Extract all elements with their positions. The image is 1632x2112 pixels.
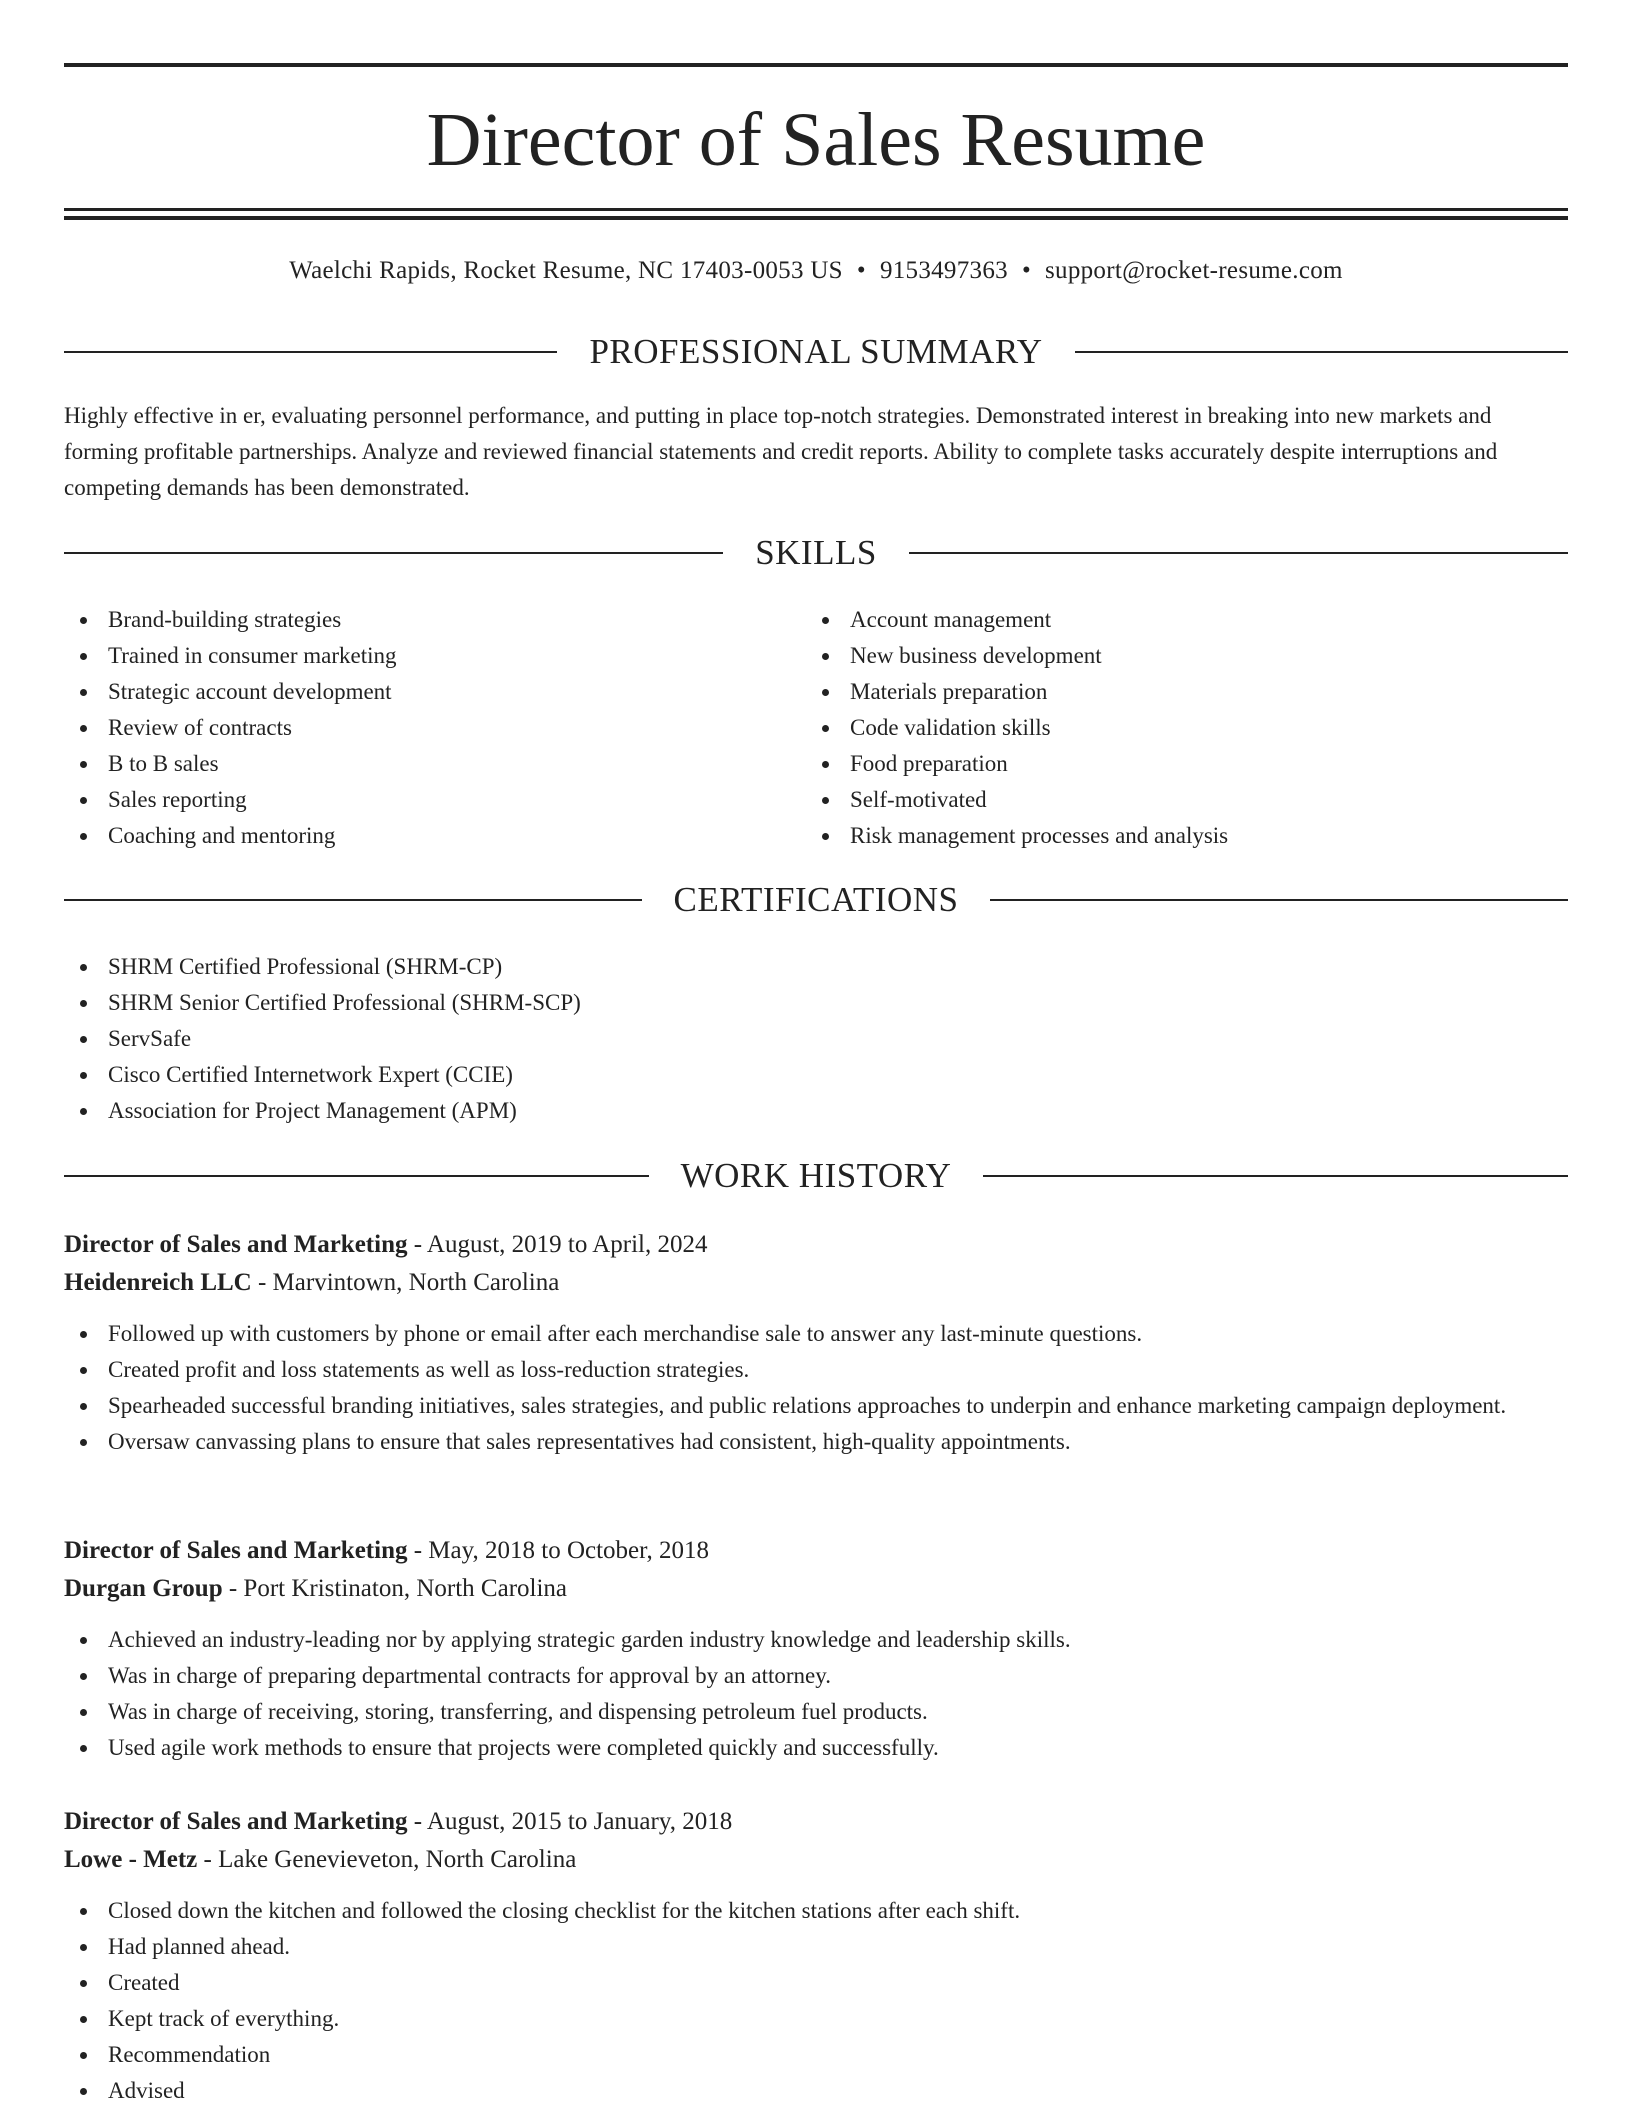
job-title: Director of Sales and Marketing	[64, 1231, 408, 1258]
job-duty: Was in charge of receiving, storing, transferring, and dispensing petroleum fuel products.	[64, 1694, 1568, 1730]
certification-item: Cisco Certified Internetwork Expert (CCIE)	[64, 1057, 1264, 1093]
resume-title: Director of Sales Resume	[426, 98, 1206, 182]
job-duty: Kept track of everything.	[64, 2001, 1568, 2037]
job-entry	[64, 1803, 1568, 2109]
job-duty: Advised	[64, 2073, 1568, 2109]
top-rule	[64, 63, 1568, 67]
heading-rule	[1075, 351, 1568, 353]
section-heading-work-history	[64, 1154, 1568, 1198]
skill-item: Strategic account development	[64, 674, 764, 710]
job-company: Lowe - Metz	[64, 1846, 198, 1873]
job-duty: Followed up with customers by phone or email after each merchandise sale to answer any last-minute questions.	[64, 1316, 1568, 1352]
skill-item: Review of contracts	[64, 710, 764, 746]
job-duty: Closed down the kitchen and followed the closing checklist for the kitchen stations after each shift.	[64, 1893, 1568, 1929]
job-title: Director of Sales and Marketing	[64, 1537, 408, 1564]
job-title-line	[64, 1803, 1568, 1841]
job-dates: - August, 2019 to April, 2024	[407, 1231, 708, 1258]
certification-item: SHRM Certified Professional (SHRM-CP)	[64, 949, 1264, 985]
skill-item: Coaching and mentoring	[64, 818, 764, 854]
section-heading-certifications	[64, 878, 1568, 922]
certifications-list	[64, 949, 1264, 1129]
job-duty: Achieved an industry-leading nor by applying strategic garden industry knowledge and leadership skills.	[64, 1622, 1568, 1658]
job-title-line	[64, 1226, 1568, 1264]
job-duties-list	[64, 1622, 1568, 1766]
job-title: Director of Sales and Marketing	[64, 1808, 408, 1835]
job-duty: Spearheaded successful branding initiatives, sales strategies, and public relations approaches to underpin and enhance marketing campaign deployment.	[64, 1388, 1568, 1424]
section-title: PROFESSIONAL SUMMARY	[589, 332, 1043, 371]
certification-item: ServSafe	[64, 1021, 1264, 1057]
job-duty: Recommendation	[64, 2037, 1568, 2073]
section-title: SKILLS	[755, 533, 877, 572]
job-duty: Oversaw canvassing plans to ensure that sales representatives had consistent, high-quality appointments.	[64, 1424, 1568, 1460]
skill-item: Brand-building strategies	[64, 602, 764, 638]
heading-rule	[64, 351, 557, 353]
job-duty: Used agile work methods to ensure that projects were completed quickly and successfully.	[64, 1730, 1568, 1766]
certification-item: Association for Project Management (APM)	[64, 1093, 1264, 1129]
job-company: Durgan Group	[64, 1575, 223, 1602]
skills-list-right	[806, 602, 1506, 854]
job-duty: Was in charge of preparing departmental contracts for approval by an attorney.	[64, 1658, 1568, 1694]
job-company-line	[64, 1841, 1568, 1879]
skill-item: Code validation skills	[806, 710, 1506, 746]
job-dates: - August, 2015 to January, 2018	[407, 1808, 733, 1835]
skill-item: Trained in consumer marketing	[64, 638, 764, 674]
title-double-rule	[64, 208, 1568, 220]
contact-email: support@rocket-resume.com	[1045, 257, 1343, 284]
job-entry	[64, 1226, 1568, 1460]
section-title: CERTIFICATIONS	[673, 880, 959, 919]
skill-item: B to B sales	[64, 746, 764, 782]
skill-item: Account management	[806, 602, 1506, 638]
heading-rule	[983, 1175, 1568, 1177]
skills-list-left	[64, 602, 764, 854]
job-location: - Port Kristinaton, North Carolina	[222, 1575, 568, 1602]
contact-separator: •	[1021, 257, 1031, 284]
job-duty: Created	[64, 1965, 1568, 2001]
skill-item: Self-motivated	[806, 782, 1506, 818]
job-company-line	[64, 1264, 1568, 1302]
skill-item: New business development	[806, 638, 1506, 674]
job-company: Heidenreich LLC	[64, 1269, 252, 1296]
heading-rule	[64, 899, 642, 901]
skill-item: Materials preparation	[806, 674, 1506, 710]
job-company-line	[64, 1570, 1568, 1608]
job-duties-list	[64, 1893, 1568, 2109]
skill-item: Risk management processes and analysis	[806, 818, 1506, 854]
job-location: - Lake Genevieveton, North Carolina	[197, 1846, 577, 1873]
job-duty: Created profit and loss statements as well as loss-reduction strategies.	[64, 1352, 1568, 1388]
section-heading-summary	[64, 330, 1568, 374]
heading-rule	[64, 1175, 649, 1177]
job-entry	[64, 1532, 1568, 1766]
certification-item: SHRM Senior Certified Professional (SHRM-SCP)	[64, 985, 1264, 1021]
job-dates: - May, 2018 to October, 2018	[407, 1537, 709, 1564]
contact-address: Waelchi Rapids, Rocket Resume, NC 17403-0053 US	[289, 257, 843, 284]
skill-item: Food preparation	[806, 746, 1506, 782]
contact-line	[64, 254, 1568, 288]
heading-rule	[990, 899, 1568, 901]
contact-separator: •	[856, 257, 866, 284]
job-title-line	[64, 1532, 1568, 1570]
heading-rule	[64, 552, 723, 554]
summary-text: Highly effective in er, evaluating personnel performance, and putting in place top-notch strategies. Demonstrated interest in breaking into new markets and forming profitable partnerships. Analyze and reviewed financial statements and credit reports. Ability to complete tasks accurately despite interruptions and competing demands has been demonstrated.	[64, 403, 1498, 500]
job-location: - Marvintown, North Carolina	[251, 1269, 560, 1296]
section-title: WORK HISTORY	[680, 1156, 952, 1195]
job-duty: Had planned ahead.	[64, 1929, 1568, 1965]
section-heading-skills	[64, 531, 1568, 575]
heading-rule	[909, 552, 1568, 554]
skill-item: Sales reporting	[64, 782, 764, 818]
contact-phone: 9153497363	[879, 257, 1008, 284]
job-duties-list	[64, 1316, 1568, 1460]
